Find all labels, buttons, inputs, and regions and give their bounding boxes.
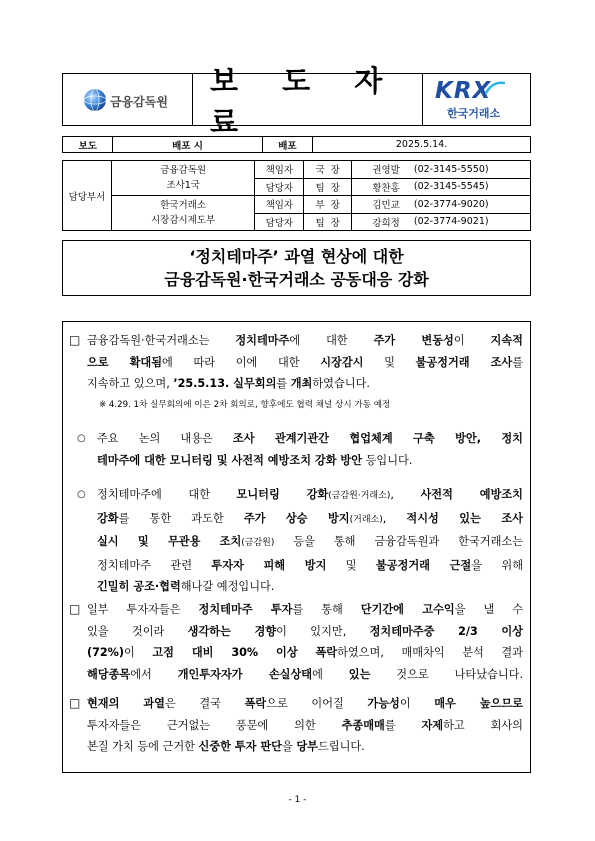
release-timing: 배포 시: [113, 137, 262, 153]
org-krx-dept: 시장감시제도부: [151, 215, 216, 226]
contact-role: 책임자: [255, 161, 304, 179]
org-fss-dept: 조사1국: [166, 180, 200, 191]
paragraph-1-line: 으로 확대됨에 따라 이에 대한 시장감시 및 불공정거래 조사를: [87, 355, 524, 369]
org-krx: [111, 196, 255, 231]
paragraph-1-line: 지속하고 있으며, ’25.5.13. 실무회의를 개최하였습니다.: [87, 377, 370, 390]
paragraph-2-line: 있을 것이라 생각하는 경향이 있지만, 정치테마주중 2/3 이상: [87, 624, 523, 638]
paragraph-1: [87, 330, 523, 395]
footnote: ※ 4.29. 1차 실무회의에 이은 2차 회의로, 향후에도 협력 채널 상시 가동 예정: [99, 400, 391, 410]
contacts-table: [62, 160, 531, 231]
org-fss-name: 금융감독원: [160, 165, 207, 176]
headline-box: [62, 240, 531, 296]
bullet-2-line: 정치테마주 관련 투자자 피해 방지 및 불공정거래 근절을 위해: [97, 558, 524, 572]
krx-logo-cell: [423, 74, 530, 125]
bullet-2: [97, 484, 523, 598]
headline-line-2: 금융감독원·한국거래소 공동대응 강화: [164, 270, 429, 289]
fss-logo-cell: [63, 74, 193, 125]
square-bullet-icon: □: [69, 602, 81, 616]
press-header: [62, 63, 531, 139]
contact-name: 강희정: [352, 213, 408, 231]
release-table: [62, 136, 531, 153]
press-title-cell: [193, 63, 423, 139]
bullet-1-line: 테마주에 대한 모니터링 및 사전적 예방조치 강화 방안 등입니다.: [97, 453, 413, 467]
paragraph-3: [87, 693, 523, 758]
dept-label: 담당부서: [63, 161, 112, 231]
distribution-label: 배포: [262, 137, 312, 153]
contact-role: 담당자: [255, 213, 304, 231]
fss-globe-icon: [83, 88, 107, 112]
contact-name: 권영발: [352, 161, 408, 179]
contact-name: 김민교: [352, 196, 408, 214]
contact-title: 국 장: [304, 161, 352, 179]
paragraph-3-line: 투자자들은 근거없는 풍문에 의한 추종매매를 자제하고 회사의: [87, 718, 523, 732]
contact-role: 책임자: [255, 196, 304, 214]
bullet-2-line: 긴밀히 공조·협력해나갈 예정입니다.: [97, 580, 275, 593]
press-title: 보 도 자 료: [210, 63, 400, 139]
release-date: 2025.5.14.: [313, 137, 531, 153]
circle-bullet-icon: ○: [77, 433, 86, 444]
contact-phone: (02-3774-9021): [408, 213, 531, 231]
contact-phone: (02-3145-5550): [408, 161, 531, 179]
square-bullet-icon: □: [69, 333, 81, 347]
bullet-1-line: 주요 논의 내용은 조사 관계기관간 협업체계 구축 방안, 정치: [97, 432, 523, 445]
headline-line-1: ‘정치테마주’ 과열 현상에 대한: [189, 247, 404, 266]
fss-name: 금융감독원: [110, 95, 168, 109]
paragraph-2-line: 일부 투자자들은 정치테마주 투자를 통해 단기간에 고수익을 낼 수: [87, 603, 523, 616]
contact-phone: (02-3145-5545): [408, 178, 531, 196]
contact-title: 팀 장: [304, 213, 352, 231]
krx-swoosh-icon: [485, 80, 505, 96]
paragraph-1-line: 금융감독원·한국거래소는 정치테마주에 대한 주가 변동성이 지속적: [87, 334, 523, 347]
paragraph-3-line: 본질 가치 등에 근거한 신중한 투자 판단을 당부드립니다.: [87, 740, 365, 753]
bullet-2-line: 실시 및 무관용 조치(금감원) 등을 통해 금융감독원과 한국거래소는: [97, 535, 523, 548]
contact-phone: (02-3774-9020): [408, 196, 531, 214]
paragraph-2-line: (72%)이 고점 대비 30% 이상 폭락하였으며, 매매차익 분석 결과: [87, 646, 523, 659]
bullet-2-line: 정치테마주에 대한 모니터링 강화(금감원·거래소), 사전적 예방조치: [97, 488, 523, 501]
contact-role: 담당자: [255, 178, 304, 196]
release-label: 보도: [63, 137, 113, 153]
contact-title: 부 장: [304, 196, 352, 214]
body-box: [62, 321, 531, 773]
bullet-2-line: 강화를 통한 과도한 주가 상승 방지(거래소), 적시성 있는 조사: [97, 511, 523, 525]
square-bullet-icon: □: [69, 696, 81, 710]
circle-bullet-icon: ○: [77, 489, 86, 500]
contact-name: 황찬홍: [352, 178, 408, 196]
paragraph-3-line: 현재의 과열은 결국 폭락으로 이어질 가능성이 매우 높으므로: [87, 697, 523, 710]
krx-name: 한국거래소: [447, 107, 501, 120]
krx-logo-text: KRX: [435, 78, 492, 104]
org-fss: [111, 161, 255, 196]
org-krx-name: 한국거래소: [160, 200, 207, 211]
bullet-1: [97, 428, 523, 471]
paragraph-2-line: 해당종목에서 개인투자자가 손실상태에 있는 것으로 나타났습니다.: [87, 667, 523, 681]
contact-title: 팀 장: [304, 178, 352, 196]
page-number: - 1 -: [288, 795, 307, 805]
paragraph-2: [87, 599, 523, 685]
